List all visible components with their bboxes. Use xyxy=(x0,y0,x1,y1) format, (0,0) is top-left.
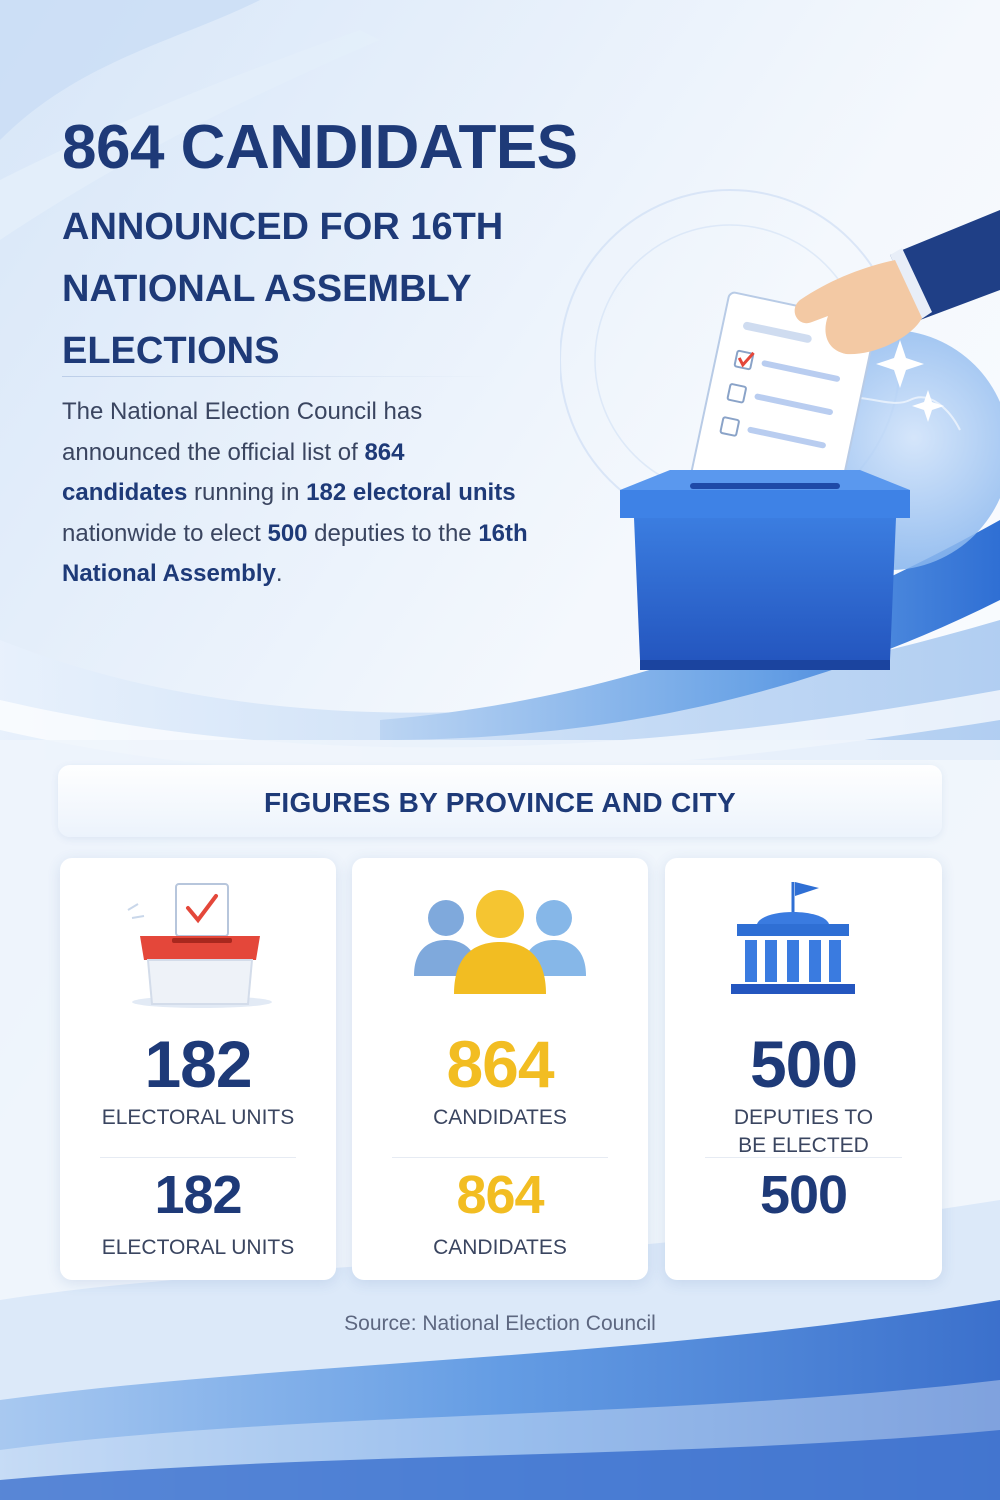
intro-highlight-units: 182 electoral units xyxy=(306,479,516,506)
stat-value-secondary: 500 xyxy=(759,1165,848,1225)
intro-paragraph: The National Election Council has announced the official list of 864 candidates running in 182 electoral units nationwide to elect 500 deputies to the 16th National Assembly. xyxy=(62,398,528,587)
stat-value: 864 xyxy=(446,1027,554,1101)
assembly-building-icon xyxy=(723,878,863,1004)
stat-value-secondary: 864 xyxy=(456,1165,544,1225)
stat-value-secondary: 182 xyxy=(154,1165,242,1225)
stat-label: ELECTORAL UNITS xyxy=(101,1106,295,1129)
source-note: Source: National Election Council xyxy=(344,1312,656,1335)
title-divider xyxy=(62,376,492,377)
ballot-box-icon xyxy=(120,880,280,1010)
stat-label: DEPUTIES TO BE ELECTED xyxy=(733,1106,874,1157)
stat-label-secondary: ELECTORAL UNITS xyxy=(101,1236,295,1259)
people-group-icon xyxy=(410,886,590,1006)
card-divider xyxy=(100,1157,296,1158)
section-title: FIGURES BY PROVINCE AND CITY xyxy=(263,787,736,818)
page-subtitle: ANNOUNCED FOR 16TH NATIONAL ASSEMBLY ELECTIONS xyxy=(62,206,504,372)
section-header xyxy=(58,765,942,837)
ballot-casting-illustration xyxy=(560,150,1000,710)
stat-card-electoral-units xyxy=(60,858,336,1280)
card-divider xyxy=(392,1157,608,1158)
stat-value: 182 xyxy=(144,1027,252,1101)
intro-highlight-assembly: 16th National Assembly xyxy=(62,519,528,587)
card-divider xyxy=(705,1157,902,1158)
stat-label: CANDIDATES xyxy=(433,1106,567,1129)
page-title: 864 CANDIDATES xyxy=(62,113,578,182)
intro-highlight-deputies: 500 xyxy=(267,519,308,547)
stat-card-candidates xyxy=(352,858,648,1280)
stat-label-secondary: CANDIDATES xyxy=(433,1236,567,1259)
stat-card-deputies xyxy=(665,858,942,1280)
stat-value: 500 xyxy=(749,1027,858,1101)
intro-highlight-candidates: 864 candidates xyxy=(62,438,405,506)
